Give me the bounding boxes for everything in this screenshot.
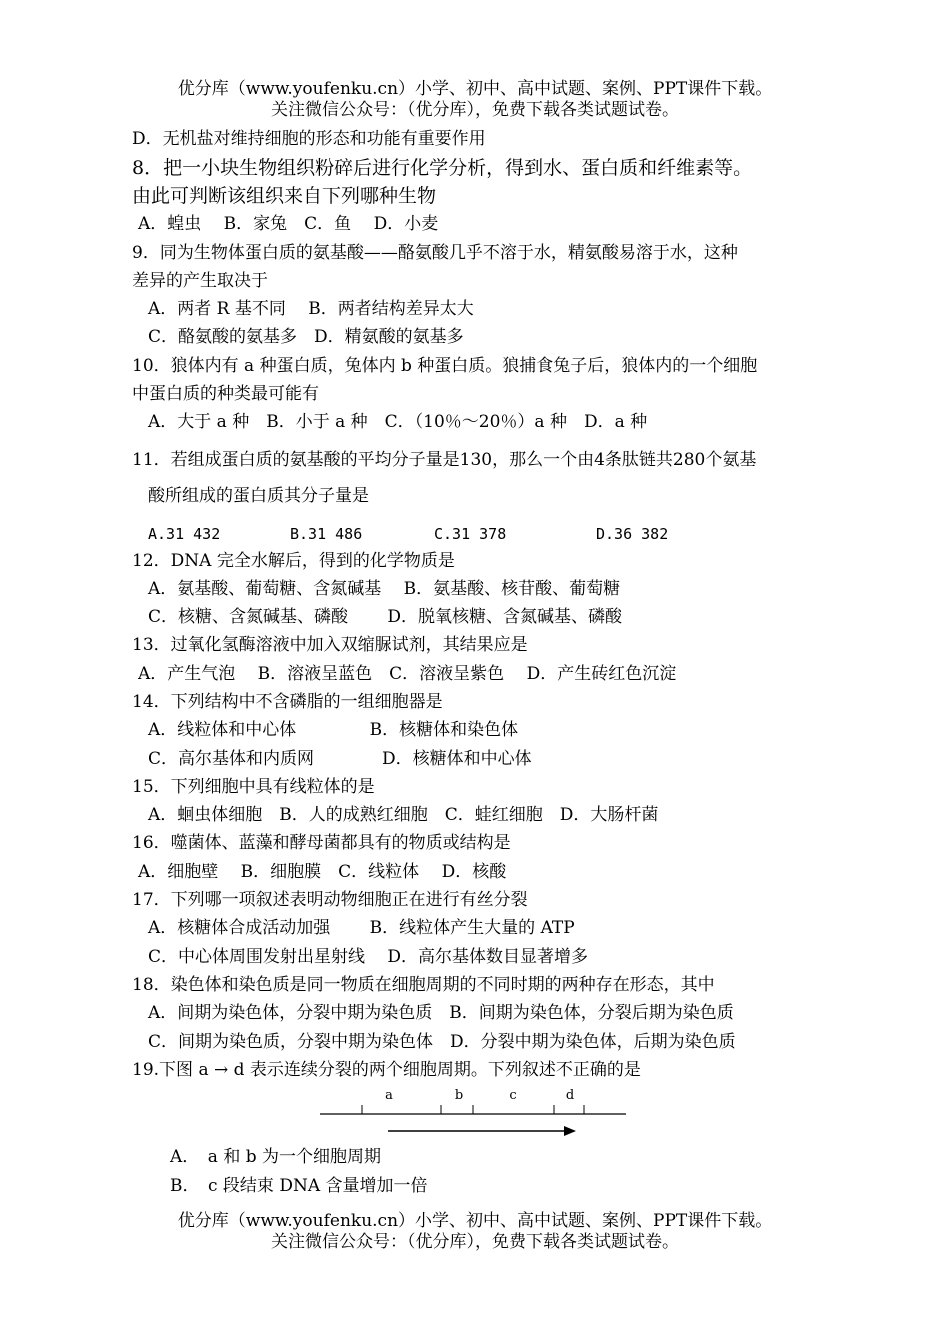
q10-options: A．大于 a 种 B．小于 a 种 C．（10％～20％）a 种 D．a 种 — [148, 412, 648, 432]
q18-options-line-2: C．间期为染色质，分裂中期为染色体 D．分裂中期为染色体，后期为染色质 — [148, 1032, 736, 1052]
segment-label-d: d — [565, 1088, 575, 1103]
q9-stem-line-2: 差异的产生取决于 — [132, 271, 268, 291]
segment-label-b: b — [454, 1088, 464, 1103]
footer-line-2: 关注微信公众号：（优分库），免费下载各类试题试卷。 — [271, 1232, 679, 1252]
q12-options-line-1: A．氨基酸、葡萄糖、含氮碱基 B．氨基酸、核苷酸、葡萄糖 — [148, 579, 621, 599]
q16-stem: 16．噬菌体、蓝藻和酵母菌都具有的物质或结构是 — [132, 833, 511, 853]
q14-stem: 14．下列结构中不含磷脂的一组细胞器是 — [132, 692, 443, 712]
q11-option-c: C.31 378 — [434, 525, 507, 543]
q9-options-line-2: C．酪氨酸的氨基多 D．精氨酸的氨基多 — [148, 327, 464, 347]
q10-stem-line-1: 10．狼体内有 a 种蛋白质，兔体内 b 种蛋白质。狼捕食兔子后，狼体内的一个细胞 — [132, 356, 758, 376]
q9-stem-line-1: 9．同为生物体蛋白质的氨基酸——酪氨酸几乎不溶于水，精氨酸易溶于水，这种 — [132, 243, 738, 263]
q14-options-line-2: C．高尔基体和内质网 D．核糖体和中心体 — [148, 749, 532, 769]
q11-option-a: A.31 432 — [148, 525, 221, 543]
q9-options-line-1: A．两者 R 基不同 B．两者结构差异太大 — [148, 299, 474, 319]
q11-option-b: B.31 486 — [290, 525, 363, 543]
q17-options-line-1: A．核糖体合成活动加强 B．线粒体产生大量的 ATP — [148, 918, 575, 938]
q15-options: A．蛔虫体细胞 B．人的成熟红细胞 C．蛙红细胞 D．大肠杆菌 — [148, 805, 659, 825]
q17-options-line-2: C．中心体周围发射出星射线 D．高尔基体数目显著增多 — [148, 947, 589, 967]
q19-option-a: A． a 和 b 为一个细胞周期 — [170, 1147, 382, 1167]
q14-options-line-1: A．线粒体和中心体 B．核糖体和染色体 — [148, 720, 519, 740]
cell-cycle-diagram — [318, 1084, 630, 1140]
q8-stem-line-2: 由此可判断该组织来自下列哪种生物 — [132, 185, 437, 207]
q8-stem-line-1: 8．把一小块生物组织粉碎后进行化学分析，得到水、蛋白质和纤维素等。 — [132, 157, 753, 179]
segment-label-a: a — [385, 1088, 393, 1103]
q11-option-d: D.36 382 — [596, 525, 669, 543]
header-line-2: 关注微信公众号：（优分库），免费下载各类试题试卷。 — [271, 100, 679, 120]
q8-options: A．蝗虫 B．家兔 C．鱼 D．小麦 — [138, 214, 439, 234]
q18-stem: 18．染色体和染色质是同一物质在细胞周期的不同时期的两种存在形态，其中 — [132, 975, 715, 995]
q10-stem-line-2: 中蛋白质的种类最可能有 — [132, 384, 319, 404]
arrow-head-icon — [564, 1126, 576, 1136]
q13-stem: 13．过氧化氢酶溶液中加入双缩脲试剂，其结果应是 — [132, 635, 528, 655]
q16-options: A．细胞壁 B．细胞膜 C．线粒体 D．核酸 — [138, 862, 507, 882]
segment-label-c: c — [509, 1088, 517, 1103]
q7-option-d: D．无机盐对维持细胞的形态和功能有重要作用 — [132, 129, 486, 149]
q13-options: A．产生气泡 B．溶液呈蓝色 C．溶液呈紫色 D．产生砖红色沉淀 — [138, 664, 677, 684]
q18-options-line-1: A．间期为染色体，分裂中期为染色质 B．间期为染色体，分裂后期为染色质 — [148, 1003, 734, 1023]
q19-option-b: B． c 段结束 DNA 含量增加一倍 — [170, 1176, 428, 1196]
footer-line-1: 优分库（www.youfenku.cn）小学、初中、高中试题、案例、PPT课件下载。 — [177, 1211, 773, 1231]
q12-stem: 12．DNA 完全水解后，得到的化学物质是 — [132, 551, 455, 571]
header-line-1: 优分库（www.youfenku.cn）小学、初中、高中试题、案例、PPT课件下载。 — [177, 79, 773, 99]
q19-stem: 19.下图 a → d 表示连续分裂的两个细胞周期。下列叙述不正确的是 — [132, 1060, 641, 1080]
q11-stem-line-1: 11．若组成蛋白质的氨基酸的平均分子量是130，那么一个由4条肽链共280个氨基 — [132, 450, 757, 470]
q17-stem: 17．下列哪一项叙述表明动物细胞正在进行有丝分裂 — [132, 890, 528, 910]
q11-stem-line-2: 酸所组成的蛋白质其分子量是 — [148, 486, 369, 506]
q12-options-line-2: C．核糖、含氮碱基、磷酸 D．脱氧核糖、含氮碱基、磷酸 — [148, 607, 623, 627]
q15-stem: 15．下列细胞中具有线粒体的是 — [132, 777, 375, 797]
